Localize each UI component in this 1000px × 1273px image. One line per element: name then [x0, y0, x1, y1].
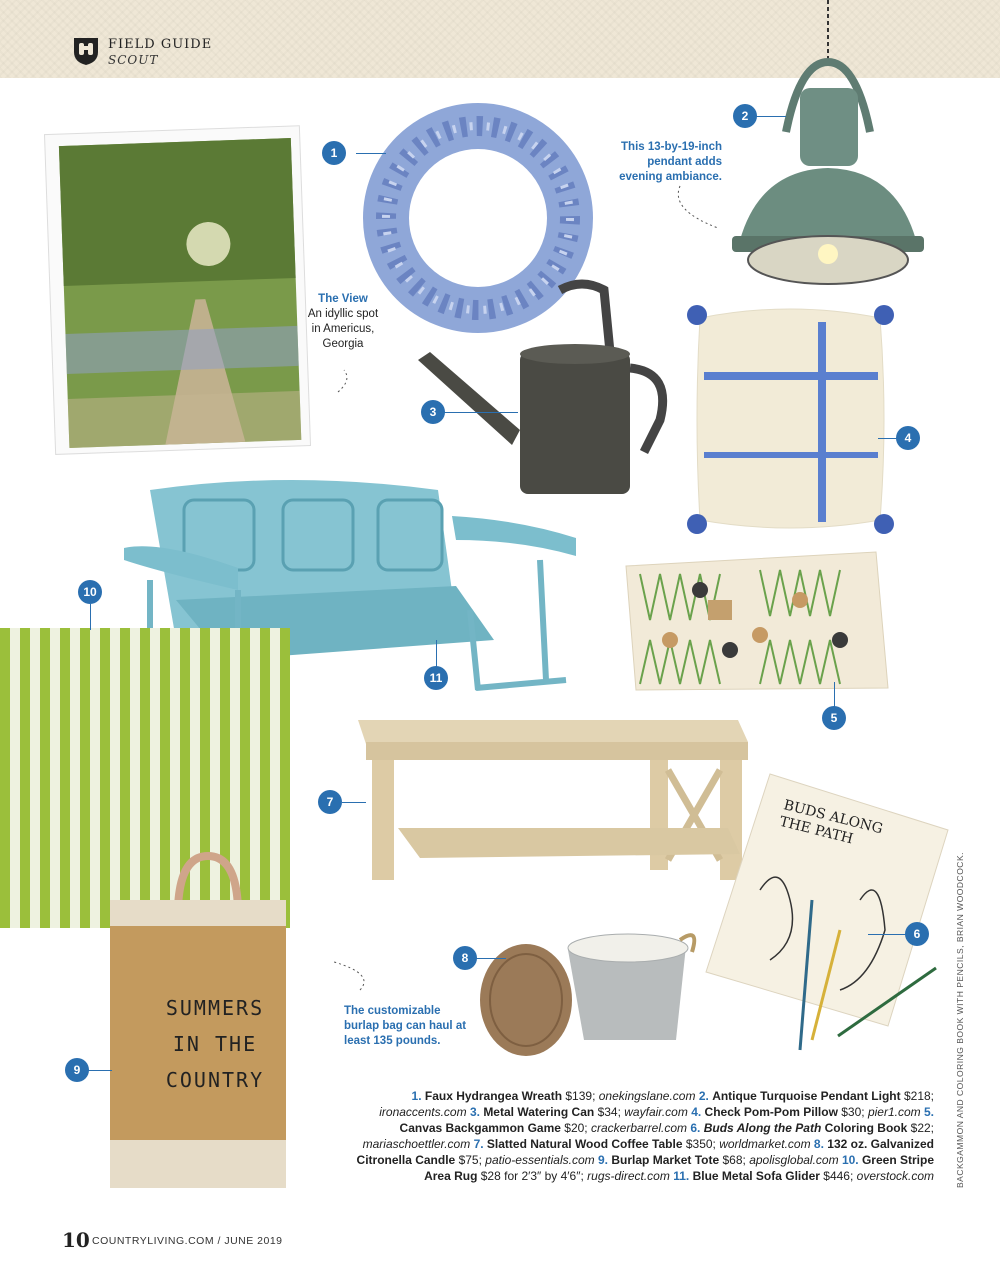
credit-price: $446;: [823, 1169, 854, 1183]
pendant-caption: [604, 140, 722, 185]
credit-price: $34;: [597, 1105, 621, 1119]
credit-source-link: patio-essentials.com: [485, 1153, 595, 1167]
credit-source-link: rugs-direct.com: [587, 1169, 670, 1183]
view-photo: [44, 126, 310, 455]
credit-number: 10.: [841, 1153, 859, 1167]
credit-number: 11.: [673, 1169, 690, 1183]
callout-6: 6: [905, 922, 929, 946]
callout-2: 2: [733, 104, 757, 128]
credit-source-link: mariaschoettler.com: [362, 1137, 471, 1151]
tote-print-line2: IN THE: [172, 1032, 258, 1056]
credit-number: 2.: [698, 1089, 709, 1103]
section-subtitle: SCOUT: [108, 53, 159, 67]
credit-name: Blue Metal Sofa Glider: [692, 1169, 820, 1183]
folio-line: COUNTRYLIVING.COM / JUNE 2019: [92, 1235, 283, 1247]
callout-leader: [476, 958, 506, 959]
credit-source-link: overstock.com: [856, 1169, 934, 1183]
credit-number: 6.: [690, 1121, 701, 1135]
credit-number: 1.: [411, 1089, 422, 1103]
callout-leader: [342, 802, 366, 803]
wood-coffee-table: [358, 720, 748, 880]
credit-name: Check Pom-Pom Pillow: [704, 1105, 838, 1119]
pendant-light: [732, 0, 924, 284]
credit-name: Faux Hydrangea Wreath: [424, 1089, 563, 1103]
credit-name: Metal Watering Can: [483, 1105, 595, 1119]
callout-leader: [436, 640, 437, 668]
credit-number: 5.: [923, 1105, 934, 1119]
credit-number: 9.: [598, 1153, 609, 1167]
callout-4: 4: [896, 426, 920, 450]
credit-price: $75;: [458, 1153, 482, 1167]
credit-number: 8.: [813, 1137, 824, 1151]
callout-11: 11: [424, 666, 448, 690]
bag-caption: [344, 1004, 468, 1049]
backgammon-board: [626, 552, 888, 690]
credit-name-italic: Buds Along the Path: [703, 1121, 822, 1135]
product-credits: [354, 1088, 934, 1184]
credit-price: $218;: [903, 1089, 934, 1103]
callout-leader: [90, 604, 91, 630]
bag-caption-text: The customizable burlap bag can haul at least 135 pounds.: [344, 1005, 467, 1047]
credit-price: $350;: [685, 1137, 716, 1151]
tote-print-line3: COUNTRY: [165, 1068, 265, 1092]
callout-8: 8: [453, 946, 477, 970]
credit-price: $68;: [722, 1153, 746, 1167]
view-caption-text: An idyllic spot in Americus, Georgia: [307, 308, 379, 350]
credit-source-link: apolisglobal.com: [749, 1153, 839, 1167]
credit-name: Antique Turquoise Pendant Light: [712, 1089, 901, 1103]
credit-source-link: ironaccents.com: [379, 1105, 467, 1119]
view-caption: [304, 292, 382, 352]
callout-leader: [356, 153, 386, 154]
hydrangea-wreath: [386, 126, 570, 310]
callout-leader: [756, 116, 786, 117]
photo-credit: BACKGAMMON AND COLORING BOOK WITH PENCILS, BRIAN WOODCOCK.: [955, 852, 965, 1188]
pendant-caption-text: This 13-by-19-inch pendant adds evening ambiance.: [619, 141, 722, 183]
callout-leader: [868, 934, 906, 935]
citronella-candle: [480, 934, 694, 1056]
credit-name: Green Stripe Area Rug: [424, 1153, 934, 1183]
credit-name: Slatted Natural Wood Coffee Table: [486, 1137, 683, 1151]
credit-name: Burlap Market Tote: [611, 1153, 720, 1167]
coloring-book-title: BUDS ALONG THE PATH: [777, 797, 885, 848]
credit-source-link: pier1.com: [867, 1105, 921, 1119]
credit-name: Coloring Book: [824, 1121, 908, 1135]
credit-number: 7.: [473, 1137, 484, 1151]
credit-source-link: wayfair.com: [624, 1105, 688, 1119]
credit-price: $20;: [564, 1121, 588, 1135]
callout-leader: [88, 1070, 112, 1071]
view-caption-title: The View: [318, 293, 368, 305]
callout-leader: [878, 438, 898, 439]
credit-price: $28 for 2′3″ by 4′6″;: [480, 1169, 584, 1183]
credit-source-link: worldmarket.com: [719, 1137, 811, 1151]
credit-price: $22;: [910, 1121, 934, 1135]
callout-5: 5: [822, 706, 846, 730]
credit-name: Canvas Backgammon Game: [399, 1121, 561, 1135]
credit-price: $30;: [841, 1105, 865, 1119]
credit-source-link: crackerbarrel.com: [590, 1121, 688, 1135]
page-number: 10: [62, 1228, 90, 1252]
green-stripe-rug: [0, 628, 290, 928]
section-title: FIELD GUIDE: [108, 37, 213, 52]
callout-3: 3: [421, 400, 445, 424]
credit-number: 4.: [691, 1105, 702, 1119]
tote-print: [140, 990, 290, 1098]
credit-price: $139;: [565, 1089, 596, 1103]
credit-source-link: onekingslane.com: [598, 1089, 696, 1103]
pom-pom-pillow: [687, 305, 894, 534]
callout-1: 1: [322, 141, 346, 165]
callout-leader: [444, 412, 518, 413]
callout-leader: [834, 682, 835, 708]
credit-number: 3.: [469, 1105, 480, 1119]
callout-9: 9: [65, 1058, 89, 1082]
tote-print-line1: SUMMERS: [165, 996, 265, 1020]
credit-name: 132 oz. Galvanized Citronella Candle: [356, 1137, 934, 1167]
callout-10: 10: [78, 580, 102, 604]
callout-7: 7: [318, 790, 342, 814]
